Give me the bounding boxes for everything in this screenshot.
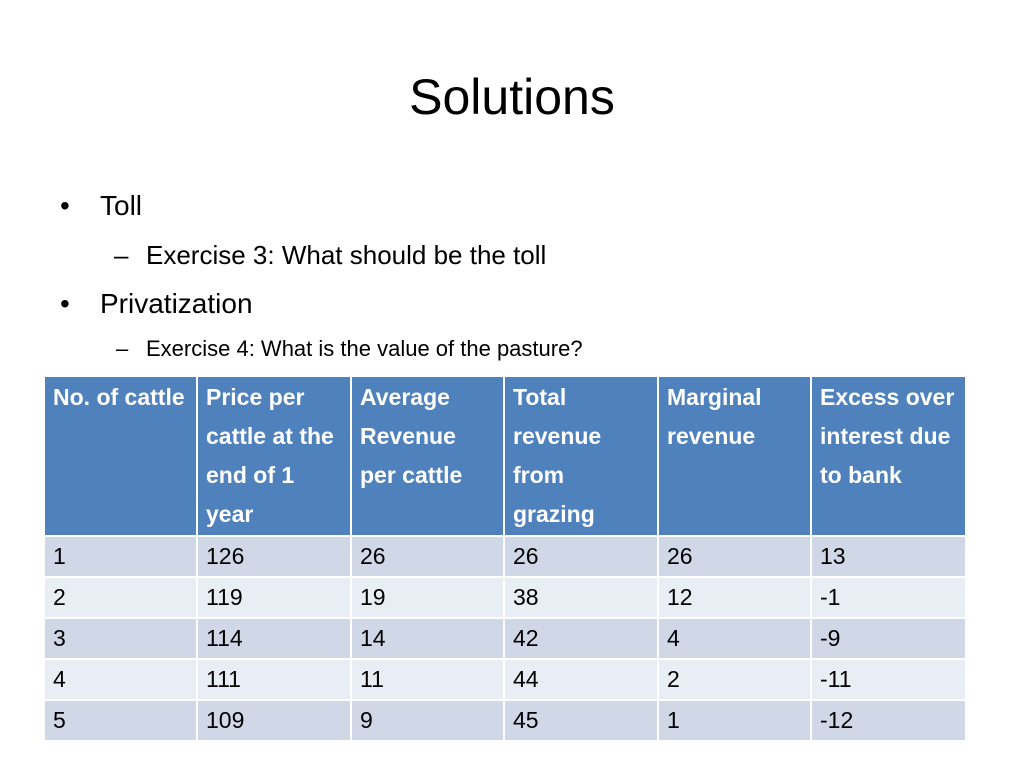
table-cell: 13	[811, 536, 966, 577]
table-cell: 26	[658, 536, 811, 577]
header-average-revenue: Average Revenue per cattle	[351, 376, 504, 536]
table-cell: 2	[44, 577, 197, 618]
table-cell: 1	[658, 700, 811, 741]
table-cell: -9	[811, 618, 966, 659]
table-row	[44, 577, 966, 618]
table-row	[44, 618, 966, 659]
bullet-text: Toll	[100, 190, 143, 221]
table-cell: -11	[811, 659, 966, 700]
table-cell: 3	[44, 618, 197, 659]
table-cell: 26	[351, 536, 504, 577]
slide-title: Solutions	[409, 69, 615, 125]
table-cell: 26	[504, 536, 658, 577]
table-cell: 111	[197, 659, 351, 700]
cattle-table	[43, 375, 967, 742]
table-cell: 12	[658, 577, 811, 618]
table-cell: 1	[44, 536, 197, 577]
table-cell: 114	[197, 618, 351, 659]
table-cell: 9	[351, 700, 504, 741]
header-no-of-cattle: No. of cattle	[44, 376, 197, 536]
table-cell: 4	[658, 618, 811, 659]
table-cell: 42	[504, 618, 658, 659]
table-cell: -1	[811, 577, 966, 618]
sub-bullet-text: Exercise 3: What should be the toll	[146, 240, 547, 270]
table-cell: 5	[44, 700, 197, 741]
table-row	[44, 659, 966, 700]
dash-marker: –	[116, 336, 129, 361]
bullet-privatization	[58, 284, 978, 324]
dash-marker: –	[114, 240, 129, 270]
header-price-per-cattle: Price per cattle at the end of 1 year	[197, 376, 351, 536]
table-cell: 19	[351, 577, 504, 618]
table-cell: 44	[504, 659, 658, 700]
bullet-list	[58, 186, 978, 374]
table-cell: 38	[504, 577, 658, 618]
bullet-marker: •	[60, 288, 70, 319]
header-marginal-revenue: Marginal revenue	[658, 376, 811, 536]
table-header-row	[44, 376, 966, 536]
table-cell: -12	[811, 700, 966, 741]
table-cell: 4	[44, 659, 197, 700]
bullet-toll	[58, 186, 978, 226]
header-total-revenue: Total revenue from grazing	[504, 376, 658, 536]
table-cell: 109	[197, 700, 351, 741]
bullet-text: Privatization	[100, 288, 253, 319]
table-cell: 119	[197, 577, 351, 618]
table-cell: 126	[197, 536, 351, 577]
table-cell: 45	[504, 700, 658, 741]
sub-bullet-text: Exercise 4: What is the value of the pasture?	[146, 336, 583, 361]
table-cell: 14	[351, 618, 504, 659]
sub-bullet-exercise-3	[58, 235, 978, 275]
bullet-marker: •	[60, 190, 70, 221]
table-row	[44, 700, 966, 741]
sub-bullet-exercise-4	[58, 333, 978, 365]
table-cell: 11	[351, 659, 504, 700]
table-row	[44, 536, 966, 577]
header-excess-over-interest: Excess over interest due to bank	[811, 376, 966, 536]
table-cell: 2	[658, 659, 811, 700]
